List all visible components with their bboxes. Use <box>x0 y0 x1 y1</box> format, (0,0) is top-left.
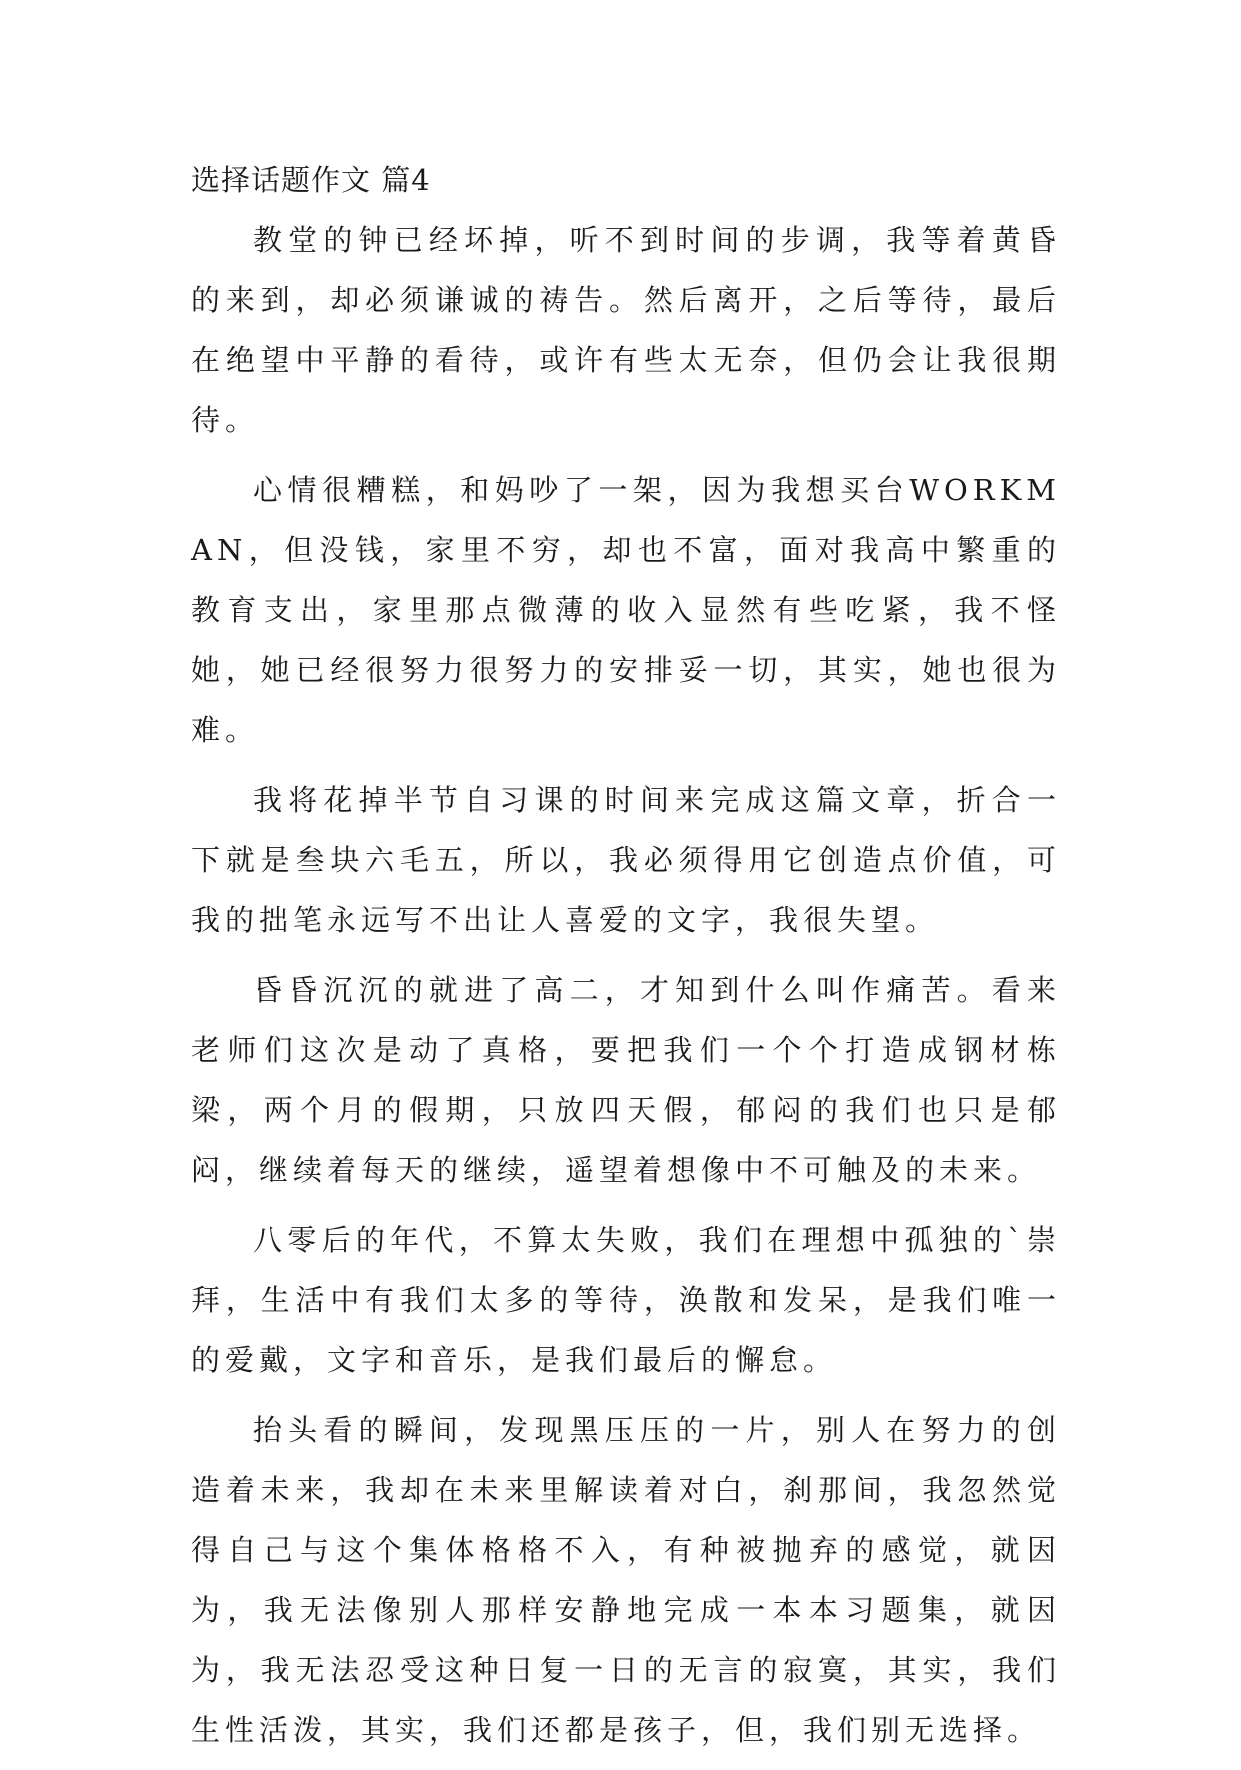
document-title: 选择话题作文 篇4 <box>191 163 431 197</box>
paragraph-6: 抬头看的瞬间，发现黑压压的一片，别人在努力的创造着未来，我却在未来里解读着对白，刹那间，我忽然觉得自己与这个集体格格不入，有种被抛弃的感觉，就因为，我无法像别人那样安静地完成一本本习题集，就因为，我无法忍受这种日复一日的无言的寂寞，其实，我们生性活泼，其实，我们还都是孩子，但，我们别无选择。 <box>191 1413 1061 1747</box>
paragraph-2: 心情很糟糕，和妈吵了一架，因为我想买台WORKMAN，但没钱，家里不穷，却也不富，面对我高中繁重的教育支出，家里那点微薄的收入显然有些吃紧，我不怪她，她已经很努力很努力的安排妥一切，其实，她也很为难。 <box>191 473 1061 747</box>
paragraph-1: 教堂的钟已经坏掉，听不到时间的步调，我等着黄昏的来到，却必须谦诚的祷告。然后离开，之后等待，最后在绝望中平静的看待，或许有些太无奈，但仍会让我很期待。 <box>191 223 1061 437</box>
document-page <box>191 160 1061 1770</box>
paragraph-5: 八零后的年代，不算太失败，我们在理想中孤独的`崇拜，生活中有我们太多的等待，涣散和发呆，是我们唯一的爱戴，文字和音乐，是我们最后的懈怠。 <box>191 1223 1061 1377</box>
paragraph-4: 昏昏沉沉的就进了高二，才知到什么叫作痛苦。看来老师们这次是动了真格，要把我们一个个打造成钢材栋梁，两个月的假期，只放四天假，郁闷的我们也只是郁闷，继续着每天的继续，遥望着想像中不可触及的未来。 <box>191 973 1061 1187</box>
paragraph-3: 我将花掉半节自习课的时间来完成这篇文章，折合一下就是叁块六毛五，所以，我必须得用它创造点价值，可我的拙笔永远写不出让人喜爱的文字，我很失望。 <box>191 783 1061 937</box>
